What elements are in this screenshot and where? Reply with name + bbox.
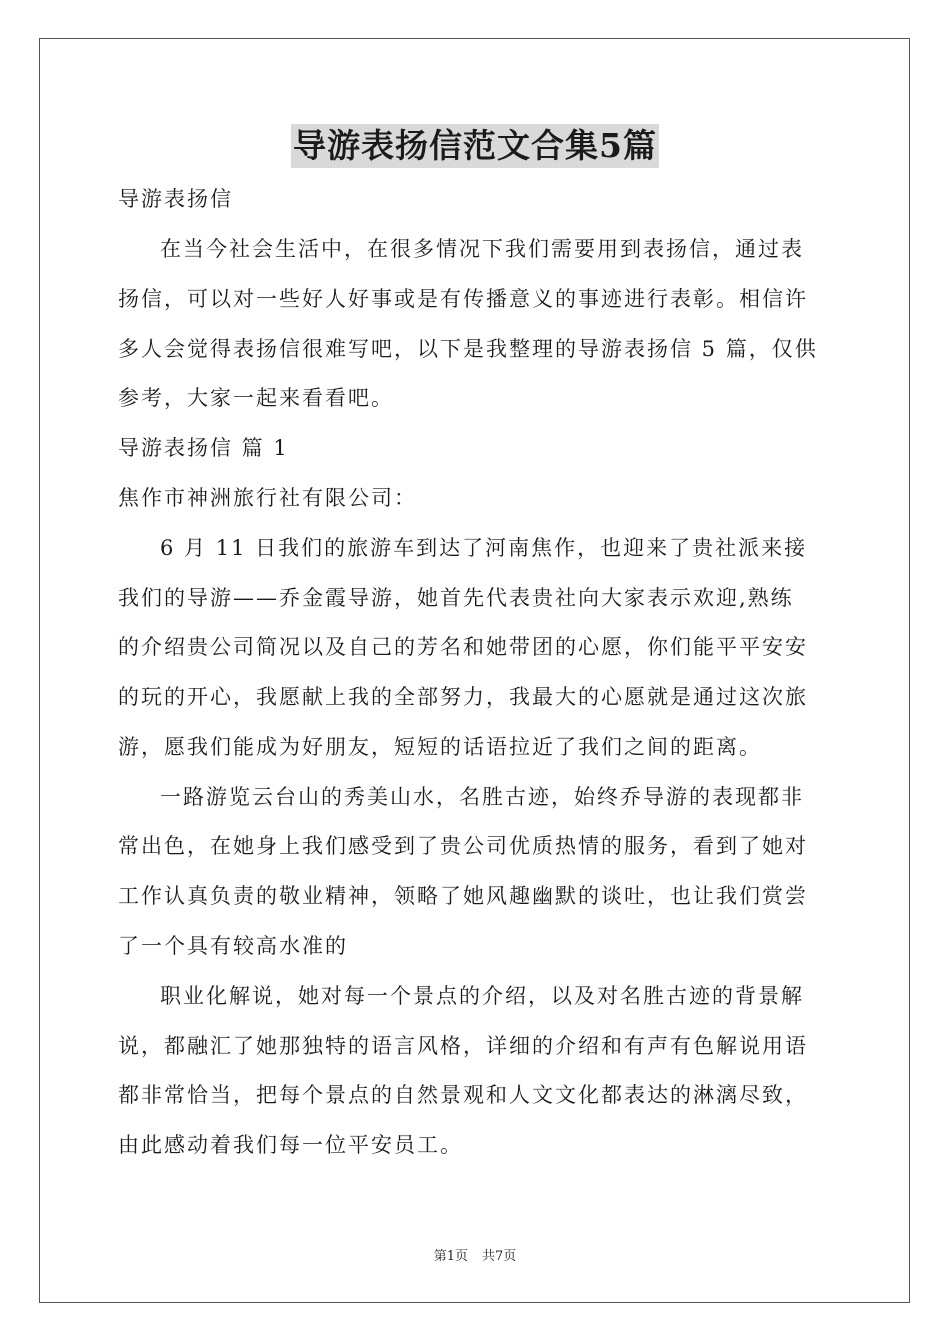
section-heading: 导游表扬信 xyxy=(118,187,233,211)
paragraph-line: 由此感动着我们每一位平安员工。 xyxy=(118,1133,463,1157)
paragraph-line: 了一个具有较高水准的 xyxy=(118,934,348,958)
page-total: 共7页 xyxy=(482,1249,517,1264)
paragraph-line: 工作认真负责的敬业精神，领略了她风趣幽默的谈吐，也让我们赏尝 xyxy=(118,884,808,908)
page-border xyxy=(39,38,910,1303)
paragraph-line: 说，都融汇了她那独特的语言风格，详细的介绍和有声有色解说用语 xyxy=(118,1034,808,1058)
paragraph-line: 在当今社会生活中，在很多情况下我们需要用到表扬信，通过表 xyxy=(160,237,804,261)
paragraph-line: 扬信，可以对一些好人好事或是有传播意义的事迹进行表彰。相信许 xyxy=(118,287,808,311)
page-number: 第1页 xyxy=(433,1249,468,1264)
section-heading: 导游表扬信 篇 1 xyxy=(118,436,289,460)
page-footer xyxy=(0,1248,950,1266)
paragraph-line: 6 月 11 日我们的旅游车到达了河南焦作，也迎来了贵社派来接 xyxy=(160,536,808,560)
paragraph-line: 我们的导游——乔金霞导游，她首先代表贵社向大家表示欢迎,熟练 xyxy=(118,586,794,610)
paragraph-line: 游，愿我们能成为好朋友，短短的话语拉近了我们之间的距离。 xyxy=(118,735,762,759)
salutation: 焦作市神洲旅行社有限公司： xyxy=(118,486,417,510)
paragraph-line: 参考，大家一起来看看吧。 xyxy=(118,386,394,410)
paragraph-line: 多人会觉得表扬信很难写吧，以下是我整理的导游表扬信 5 篇，仅供 xyxy=(118,337,818,361)
paragraph-line: 的介绍贵公司简况以及自己的芳名和她带团的心愿，你们能平平安安 xyxy=(118,635,808,659)
paragraph-line: 职业化解说，她对每一个景点的介绍，以及对名胜古迹的背景解 xyxy=(160,984,804,1008)
paragraph-line: 一路游览云台山的秀美山水，名胜古迹，始终乔导游的表现都非 xyxy=(160,785,804,809)
document-title: 导游表扬信范文合集5篇 xyxy=(291,124,659,168)
title-wrap xyxy=(0,124,950,168)
paragraph-line: 常出色，在她身上我们感受到了贵公司优质热情的服务，看到了她对 xyxy=(118,834,808,858)
paragraph-line: 都非常恰当，把每个景点的自然景观和人文文化都表达的淋漓尽致， xyxy=(118,1083,808,1107)
paragraph-line: 的玩的开心，我愿献上我的全部努力，我最大的心愿就是通过这次旅 xyxy=(118,685,808,709)
